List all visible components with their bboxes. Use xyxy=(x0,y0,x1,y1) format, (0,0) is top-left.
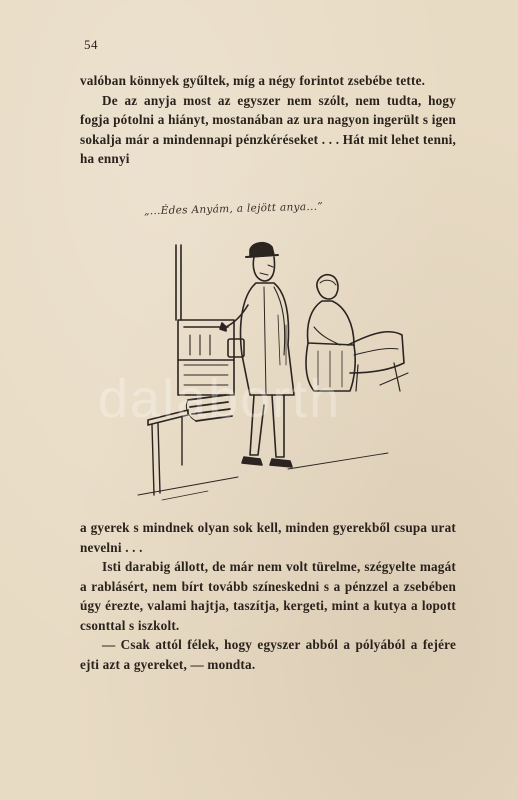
illustration-caption: „...Édes Anyám, a lejött anya...” xyxy=(143,200,324,218)
paragraph: De az anyja most az egyszer nem szólt, nem tudta, hogy fogja pótolni a hiányt, mostanában az ura nagyon ingerült s igen sokalja már a mindennapi pénzkéréseket . . . Hát mit lehet tenni, ha ennyi xyxy=(80,92,456,166)
paragraph: valóban könnyek gyűltek, míg a négy forintot zsebébe tette. xyxy=(80,73,426,88)
paragraph: Isti darabig állott, de már nem volt türelme, szégyelte magát a rablásért, nem bírt tovább színeskedni s a pénzzel a zsebében úgy érezte, valami hajtja, taszítja, kergeti, mint a kutya a lopott csonttal s iszkolt. xyxy=(80,559,456,633)
text-block-bottom xyxy=(80,518,456,674)
paragraph: — Csak attól félek, hogy egyszer abból a pólyából a fejére ejti azt a gyereket, — mondta. xyxy=(80,637,456,672)
paragraph: a gyerek s mindnek olyan sok kell, minden gyerekből csupa urat nevelni . . . xyxy=(80,520,456,555)
sketch-illustration xyxy=(118,195,418,505)
watermark: dalaborth xyxy=(98,369,342,429)
page-number: 54 xyxy=(84,37,98,52)
text-block-top xyxy=(80,71,456,169)
